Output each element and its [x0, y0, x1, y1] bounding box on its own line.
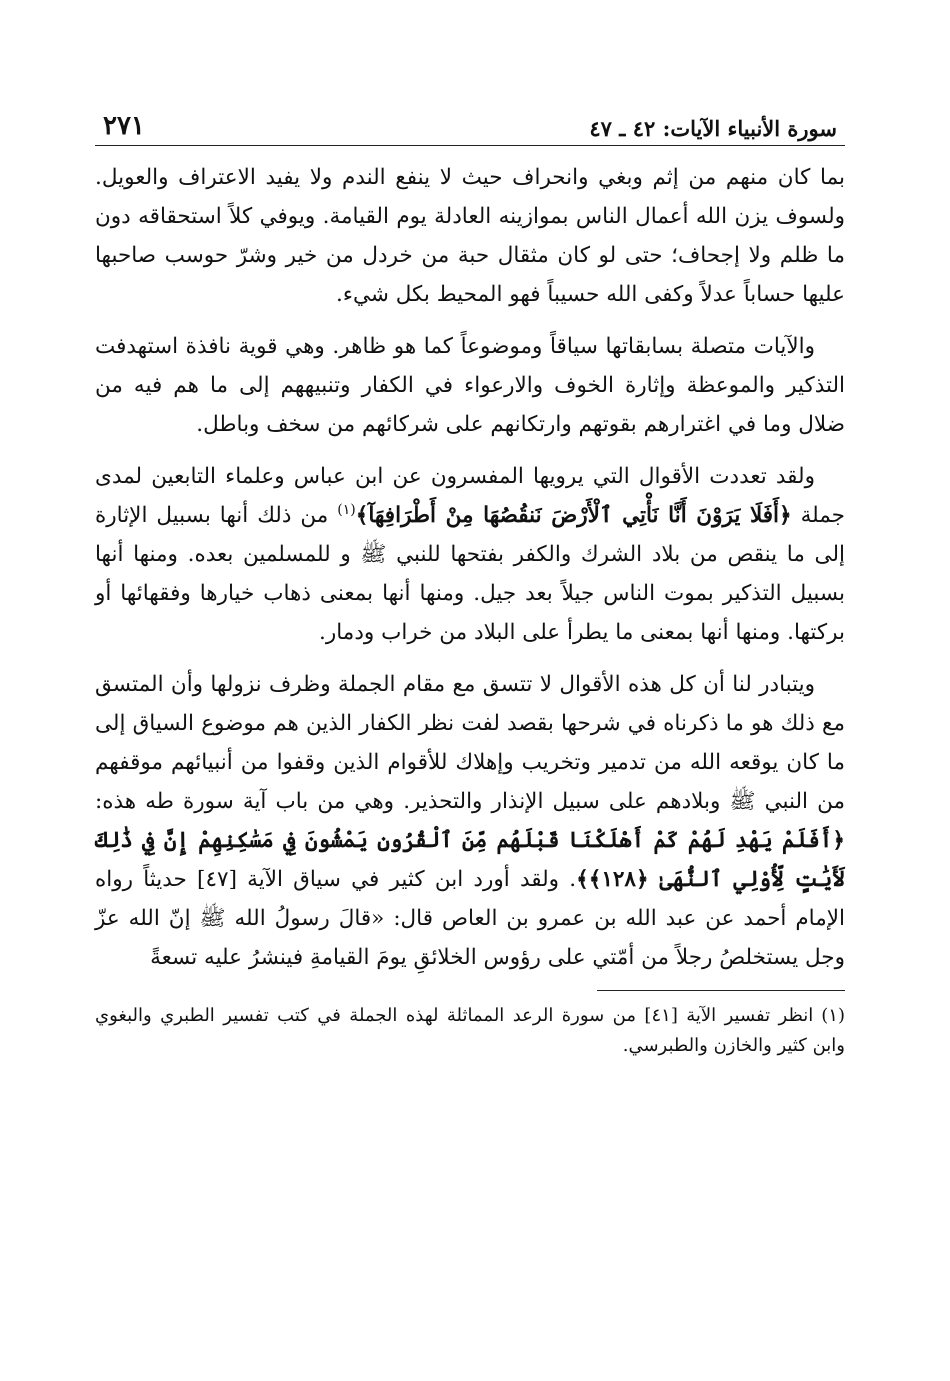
paragraph-4 — [95, 665, 845, 977]
quran-verse-2: ﴿أَفَلَمْ يَهْدِ لَهُمْ كَمْ أَهْلَكْنَا قَبْلَهُم مِّنَ ٱلْقُرُونِ يَمْشُونَ فِي مَسَٰكِنِهِمْ إِنَّ فِي ذَٰلِكَ لَأَيَٰتٍ لِّأُوْلِي ٱلنُّهَىٰ ﴿١٢٨﴾﴾ — [95, 828, 845, 892]
paragraph-4-end: . ولقد أورد ابن كثير في سياق الآية [٤٧] حديثاً رواه الإمام أحمد عن عبد الله بن عمرو بن العاص قال: «قالَ رسولُ الله ﷺ إنّ الله عزّ وجل يستخلصُ رجلاً من أمّتي على رؤوس الخلائقِ يومَ القيامةِ فينشرُ عليه تسعةً — [95, 867, 845, 970]
footnote-reference[interactable]: (١) — [337, 501, 356, 518]
paragraph-4-start: ويتبادر لنا أن كل هذه الأقوال لا تتسق مع مقام الجملة وظرف نزولها وأن المتسق مع ذلك هو ما ذكرناه في شرحها بقصد لفت نظر الكفار الذين هم موضوع السياق إلى ما كان يوقعه الله من تدمير وتخريب وإهلاك للأقوام الذين وقفوا من أنبيائهم موقفهم من النبي ﷺ وبلادهم على سبيل الإنذار والتحذير. وهي من باب آية سورة طه هذه: — [95, 672, 845, 814]
footnote-number: (١) — [821, 1005, 845, 1026]
footnote-divider — [597, 990, 845, 991]
main-text — [95, 158, 845, 977]
paragraph-3-end: من ذلك أنها بسبيل الإثارة إلى ما ينقص من بلاد الشرك والكفر بفتحها للنبي ﷺ و للمسلمين بعده. ومنها أنها بسبيل التذكير بموت الناس جيلاً بعد جيل. ومنها أنها بمعنى ذهاب خيارها وفقهائها أو بركتها. ومنها أنها بمعنى ما يطرأ على البلاد من خراب ودمار. — [95, 503, 845, 645]
paragraph-3 — [95, 457, 845, 652]
paragraph-2: والآيات متصلة بسابقاتها سياقاً وموضوعاً كما هو ظاهر. وهي قوية نافذة استهدفت التذكير والموعظة وإثارة الخوف والارعواء في الكفار وتنبيههم إلى ما هم فيه من ضلال وما في اغترارهم بقوتهم وارتكانهم على شركائهم من سخف وباطل. — [95, 334, 845, 437]
book-page — [95, 100, 845, 1061]
page-number: ٢٧١ — [103, 111, 145, 141]
footnote — [95, 1001, 845, 1061]
paragraph-1: بما كان منهم من إثم وبغي وانحراف حيث لا ينفع الندم ولا يفيد الاعتراف والعويل. ولسوف يزن الله أعمال الناس بموازينه العادلة يوم القيامة. ويوفي كلاً استحقاقه دون ما ظلم ولا إجحاف؛ حتى لو كان مثقال حبة من خردل من خير وشرّ حوسب صاحبها عليها حساباً عدلاً وكفى الله حسيباً فهو المحيط بكل شيء. — [95, 165, 845, 307]
quran-verse-1: ﴿أَفَلَا يَرَوْنَ أَنَّا نَأْتِي ٱلْأَرْضَ نَنقُصُهَا مِنْ أَطْرَافِهَآ﴾ — [355, 503, 792, 528]
paragraph-3-start: ولقد تعددت الأقوال التي يرويها المفسرون عن ابن عباس وعلماء التابعين لمدى جملة — [95, 464, 845, 528]
running-title: سورة الأنبياء الآيات: ٤٢ ـ ٤٧ — [589, 116, 837, 141]
page-header — [95, 100, 845, 146]
footnote-text: انظر تفسير الآية [٤١] من سورة الرعد المماثلة لهذه الجملة في كتب تفسير الطبري والبغوي وابن كثير والخازن والطبرسي. — [95, 1005, 845, 1056]
